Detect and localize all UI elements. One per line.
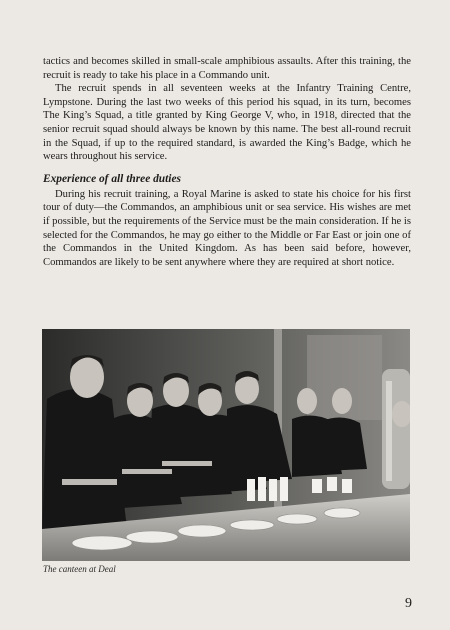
paragraph-continued: tactics and becomes skilled in small-scale amphibious assaults. After this training, the recruit is ready to take his place in a Commando unit.: [43, 56, 411, 81]
page-number: 9: [405, 596, 412, 611]
canteen-photograph: [42, 329, 410, 561]
paragraph-kings-squad: The recruit spends in all seventeen weeks at the Infantry Training Centre, Lympstone. During the last two weeks of this period his squad, in its turn, becomes The King’s Squad, a title granted by King George V, who, in 1918, directed that the senior recruit squad should always be known by this name. The best all-round recruit in the Squad, if up to the required standard, is awarded the King’s Badge, which he wears throughout his service.: [43, 83, 411, 163]
paragraph-duties: During his recruit training, a Royal Marine is asked to state his choice for his first tour of duty—the Commandos, an amphibious unit or sea service. His wishes are met if possible, but the requirements of the Service must be the main consideration. If he is selected for the Commandos, he may go either to the Middle or Far East or join one of the Commandos in the United Kingdom. As has been said before, however, Commandos are likely to be sent anywhere where they are required at short notice.: [43, 188, 411, 268]
body-text: [43, 55, 411, 269]
canteen-photo-illustration: [42, 329, 410, 561]
photo-caption: The canteen at Deal: [43, 564, 116, 574]
section-heading: Experience of all three duties: [43, 172, 181, 185]
